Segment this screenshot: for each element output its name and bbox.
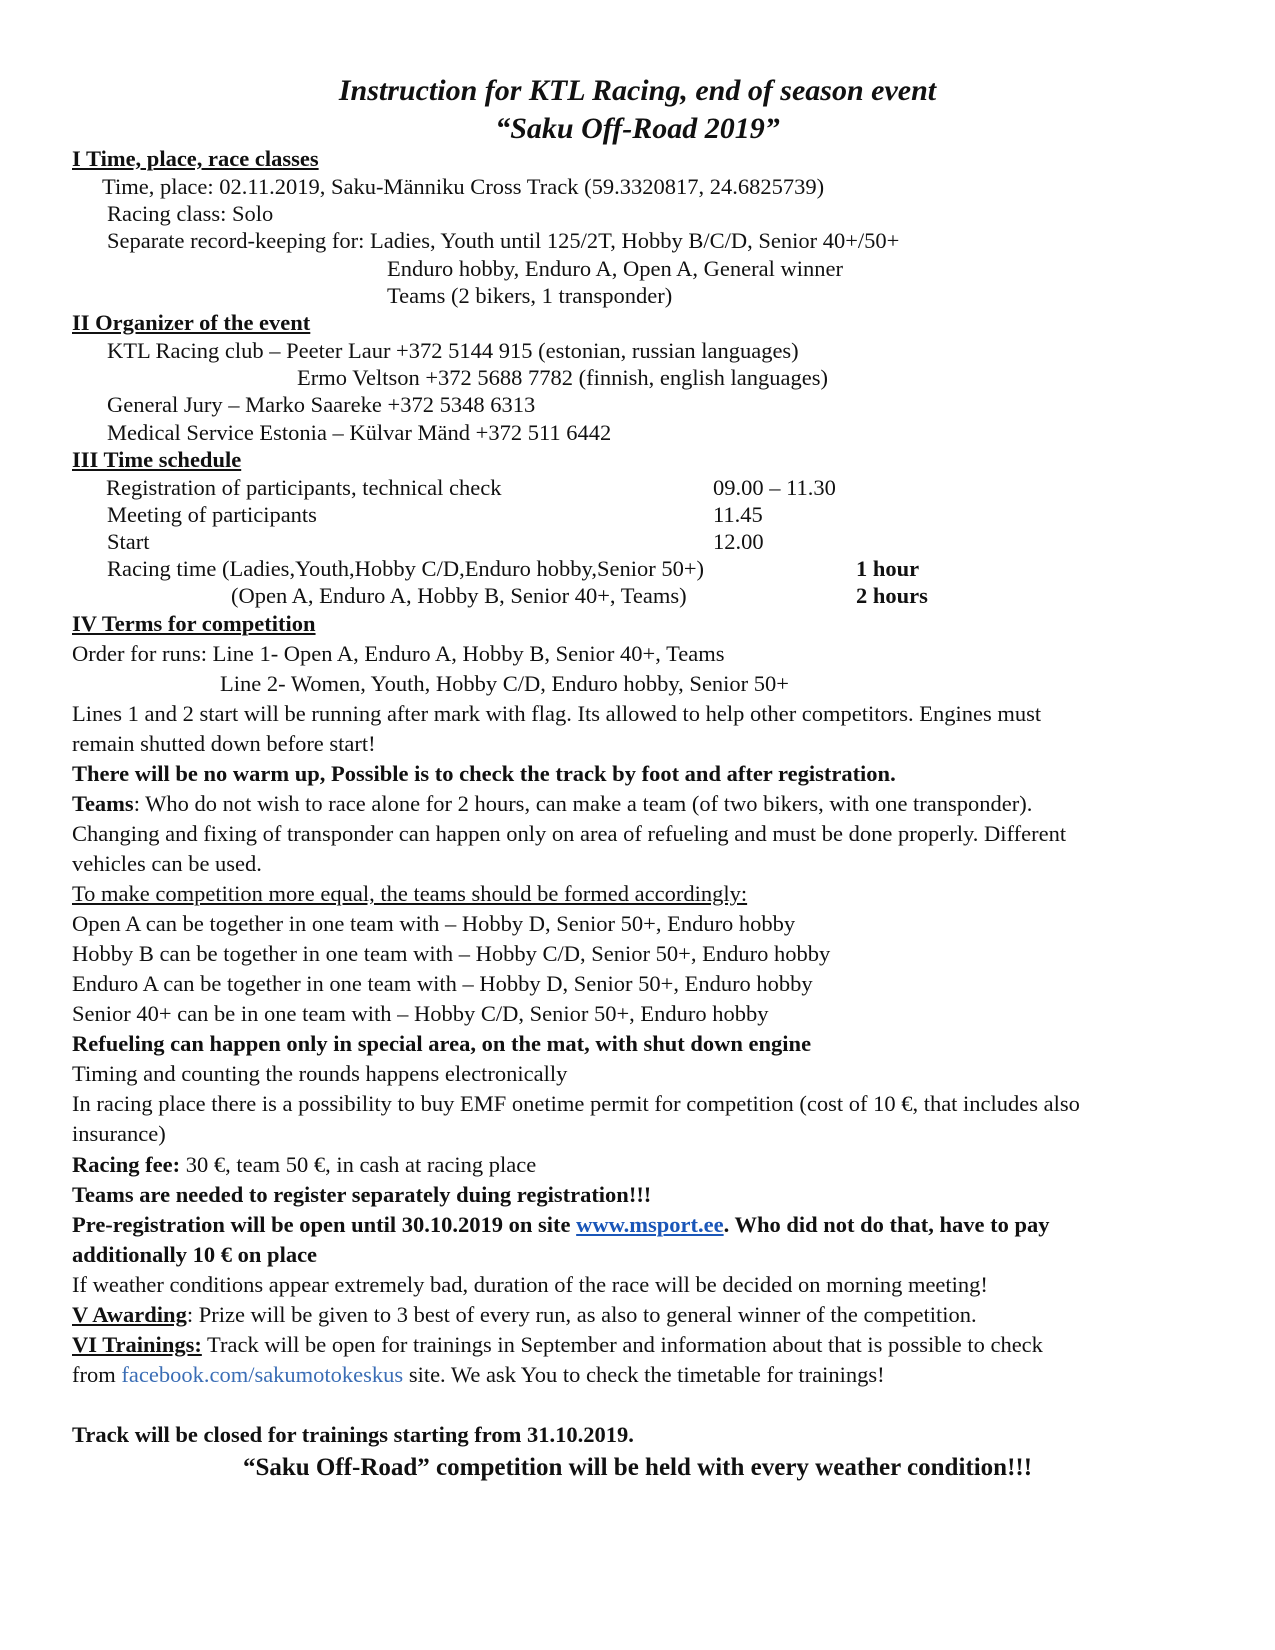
trainings-rest: site. We ask You to check the timetable for trainings! (403, 1362, 885, 1387)
team-rule-item: Hobby B can be together in one team with – Hobby C/D, Senior 50+, Enduro hobby (72, 941, 831, 966)
pre-registration-text-2: . Who did not do that, have to pay (723, 1212, 1050, 1237)
racing-time-label-2: (Open A, Enduro A, Hobby B, Senior 40+, Teams) (231, 583, 687, 608)
separate-record-label-text: Separate record-keeping for: (107, 228, 370, 253)
schedule-row-label: Meeting of participants (107, 502, 317, 527)
separate-record-label (107, 228, 899, 254)
track-closed-notice: Track will be closed for trainings starting from 31.10.2019. (72, 1422, 634, 1447)
teams-text: : Who do not wish to race alone for 2 hours, can make a team (of two bikers, with one transponder). (133, 791, 1033, 816)
start-rules-text: Lines 1 and 2 start will be running after mark with flag. Its allowed to help other competitors. Engines must (72, 701, 1042, 726)
organizer-club-line: KTL Racing club – Peeter Laur +372 5144 915 (estonian, russian languages) (107, 338, 799, 363)
refueling-notice: Refueling can happen only in special area, on the mat, with shut down engine (72, 1031, 812, 1056)
racing-fee-line (72, 1152, 536, 1178)
section-2-heading: II Organizer of the event (72, 310, 311, 335)
schedule-row-time: 12.00 (713, 529, 764, 554)
separate-record-line-3: Teams (2 bikers, 1 transponder) (387, 283, 673, 308)
schedule-row-label: Start (107, 529, 150, 554)
weather-condition-closing: “Saku Off-Road” competition will be held with every weather condition!!! (242, 1454, 1033, 1481)
separate-record-line-2: Enduro hobby, Enduro A, Open A, General winner (387, 256, 843, 281)
transponder-rules-text: Changing and fixing of transponder can happen only on area of refueling and must be done properly. Different (72, 821, 1067, 846)
section-6-label: VI Trainings: (72, 1332, 202, 1357)
racing-time-value-2: 2 hours (856, 583, 928, 608)
start-rules-text-cont: remain shutted down before start! (72, 731, 376, 756)
trainings-line (72, 1332, 1043, 1358)
section-1-heading: I Time, place, race classes (72, 146, 319, 171)
order-runs-line-1: Order for runs: Line 1- Open A, Enduro A, Hobby B, Senior 40+, Teams (72, 641, 725, 666)
teams-label: Teams (72, 791, 134, 816)
timing-text: Timing and counting the rounds happens electronically (72, 1061, 568, 1086)
trainings-text: Track will be open for trainings in September and information about that is possible to check (201, 1332, 1043, 1357)
emf-permit-text: In racing place there is a possibility to buy EMF onetime permit for competition (cost of 10 €, that includes also (72, 1091, 1080, 1116)
racing-fee-label: Racing fee: (72, 1152, 181, 1177)
racing-class-line: Racing class: Solo (107, 201, 274, 226)
schedule-row-time: 09.00 – 11.30 (713, 475, 836, 500)
time-place-line: Time, place: 02.11.2019, Saku-Männiku Cross Track (59.3320817, 24.6825739) (102, 174, 825, 199)
organizer-ermo-line: Ermo Veltson +372 5688 7782 (finnish, english languages) (297, 365, 828, 390)
general-jury-line: General Jury – Marko Saareke +372 5348 6313 (107, 392, 536, 417)
trainings-from: from (72, 1362, 122, 1387)
pre-registration-line-cont: additionally 10 € on place (72, 1242, 318, 1267)
teams-paragraph (72, 791, 1032, 817)
team-rule-item: Enduro A can be together in one team with – Hobby D, Senior 50+, Enduro hobby (72, 971, 813, 996)
separate-record-line-1: Ladies, Youth until 125/2T, Hobby B/C/D, Senior 40+/50+ (370, 228, 900, 253)
trainings-line-cont (72, 1362, 885, 1388)
schedule-row-time: 11.45 (713, 502, 763, 527)
transponder-rules-text-cont: vehicles can be used. (72, 851, 262, 876)
facebook-link[interactable]: facebook.com/sakumotokeskus (121, 1362, 404, 1387)
order-runs-line-2: Line 2- Women, Youth, Hobby C/D, Enduro hobby, Senior 50+ (220, 671, 789, 696)
emf-permit-text-cont: insurance) (72, 1121, 166, 1146)
msport-link[interactable]: www.msport.ee (576, 1212, 724, 1237)
pre-registration-line (72, 1212, 1050, 1238)
racing-time-value-1: 1 hour (856, 556, 920, 581)
team-formation-heading: To make competition more equal, the teams should be formed accordingly: (72, 881, 748, 906)
weather-notice: If weather conditions appear extremely bad, duration of the race will be decided on morning meeting! (72, 1272, 988, 1297)
document-title: Instruction for KTL Racing, end of season event (338, 74, 937, 107)
awarding-line (72, 1302, 977, 1328)
team-rule-item: Senior 40+ can be in one team with – Hobby C/D, Senior 50+, Enduro hobby (72, 1001, 769, 1026)
section-5-label: V Awarding (72, 1302, 187, 1327)
no-warmup-notice: There will be no warm up, Possible is to check the track by foot and after registration. (72, 761, 896, 786)
team-rule-item: Open A can be together in one team with – Hobby D, Senior 50+, Enduro hobby (72, 911, 796, 936)
section-4-heading: IV Terms for competition (72, 611, 316, 636)
section-3-heading: III Time schedule (72, 447, 242, 472)
awarding-text: : Prize will be given to 3 best of every run, as also to general winner of the competition. (186, 1302, 977, 1327)
pre-registration-text: Pre-registration will be open until 30.10.2019 on site (72, 1212, 577, 1237)
event-name-title: “Saku Off-Road 2019” (495, 112, 780, 145)
racing-fee-text: 30 €, team 50 €, in cash at racing place (180, 1152, 537, 1177)
medical-service-line: Medical Service Estonia – Külvar Mänd +372 511 6442 (107, 420, 612, 445)
teams-register-notice: Teams are needed to register separately duing registration!!! (72, 1182, 652, 1207)
schedule-row-label: Registration of participants, technical check (106, 475, 502, 500)
racing-time-label-1: Racing time (Ladies,Youth,Hobby C/D,Enduro hobby,Senior 50+) (107, 556, 705, 581)
